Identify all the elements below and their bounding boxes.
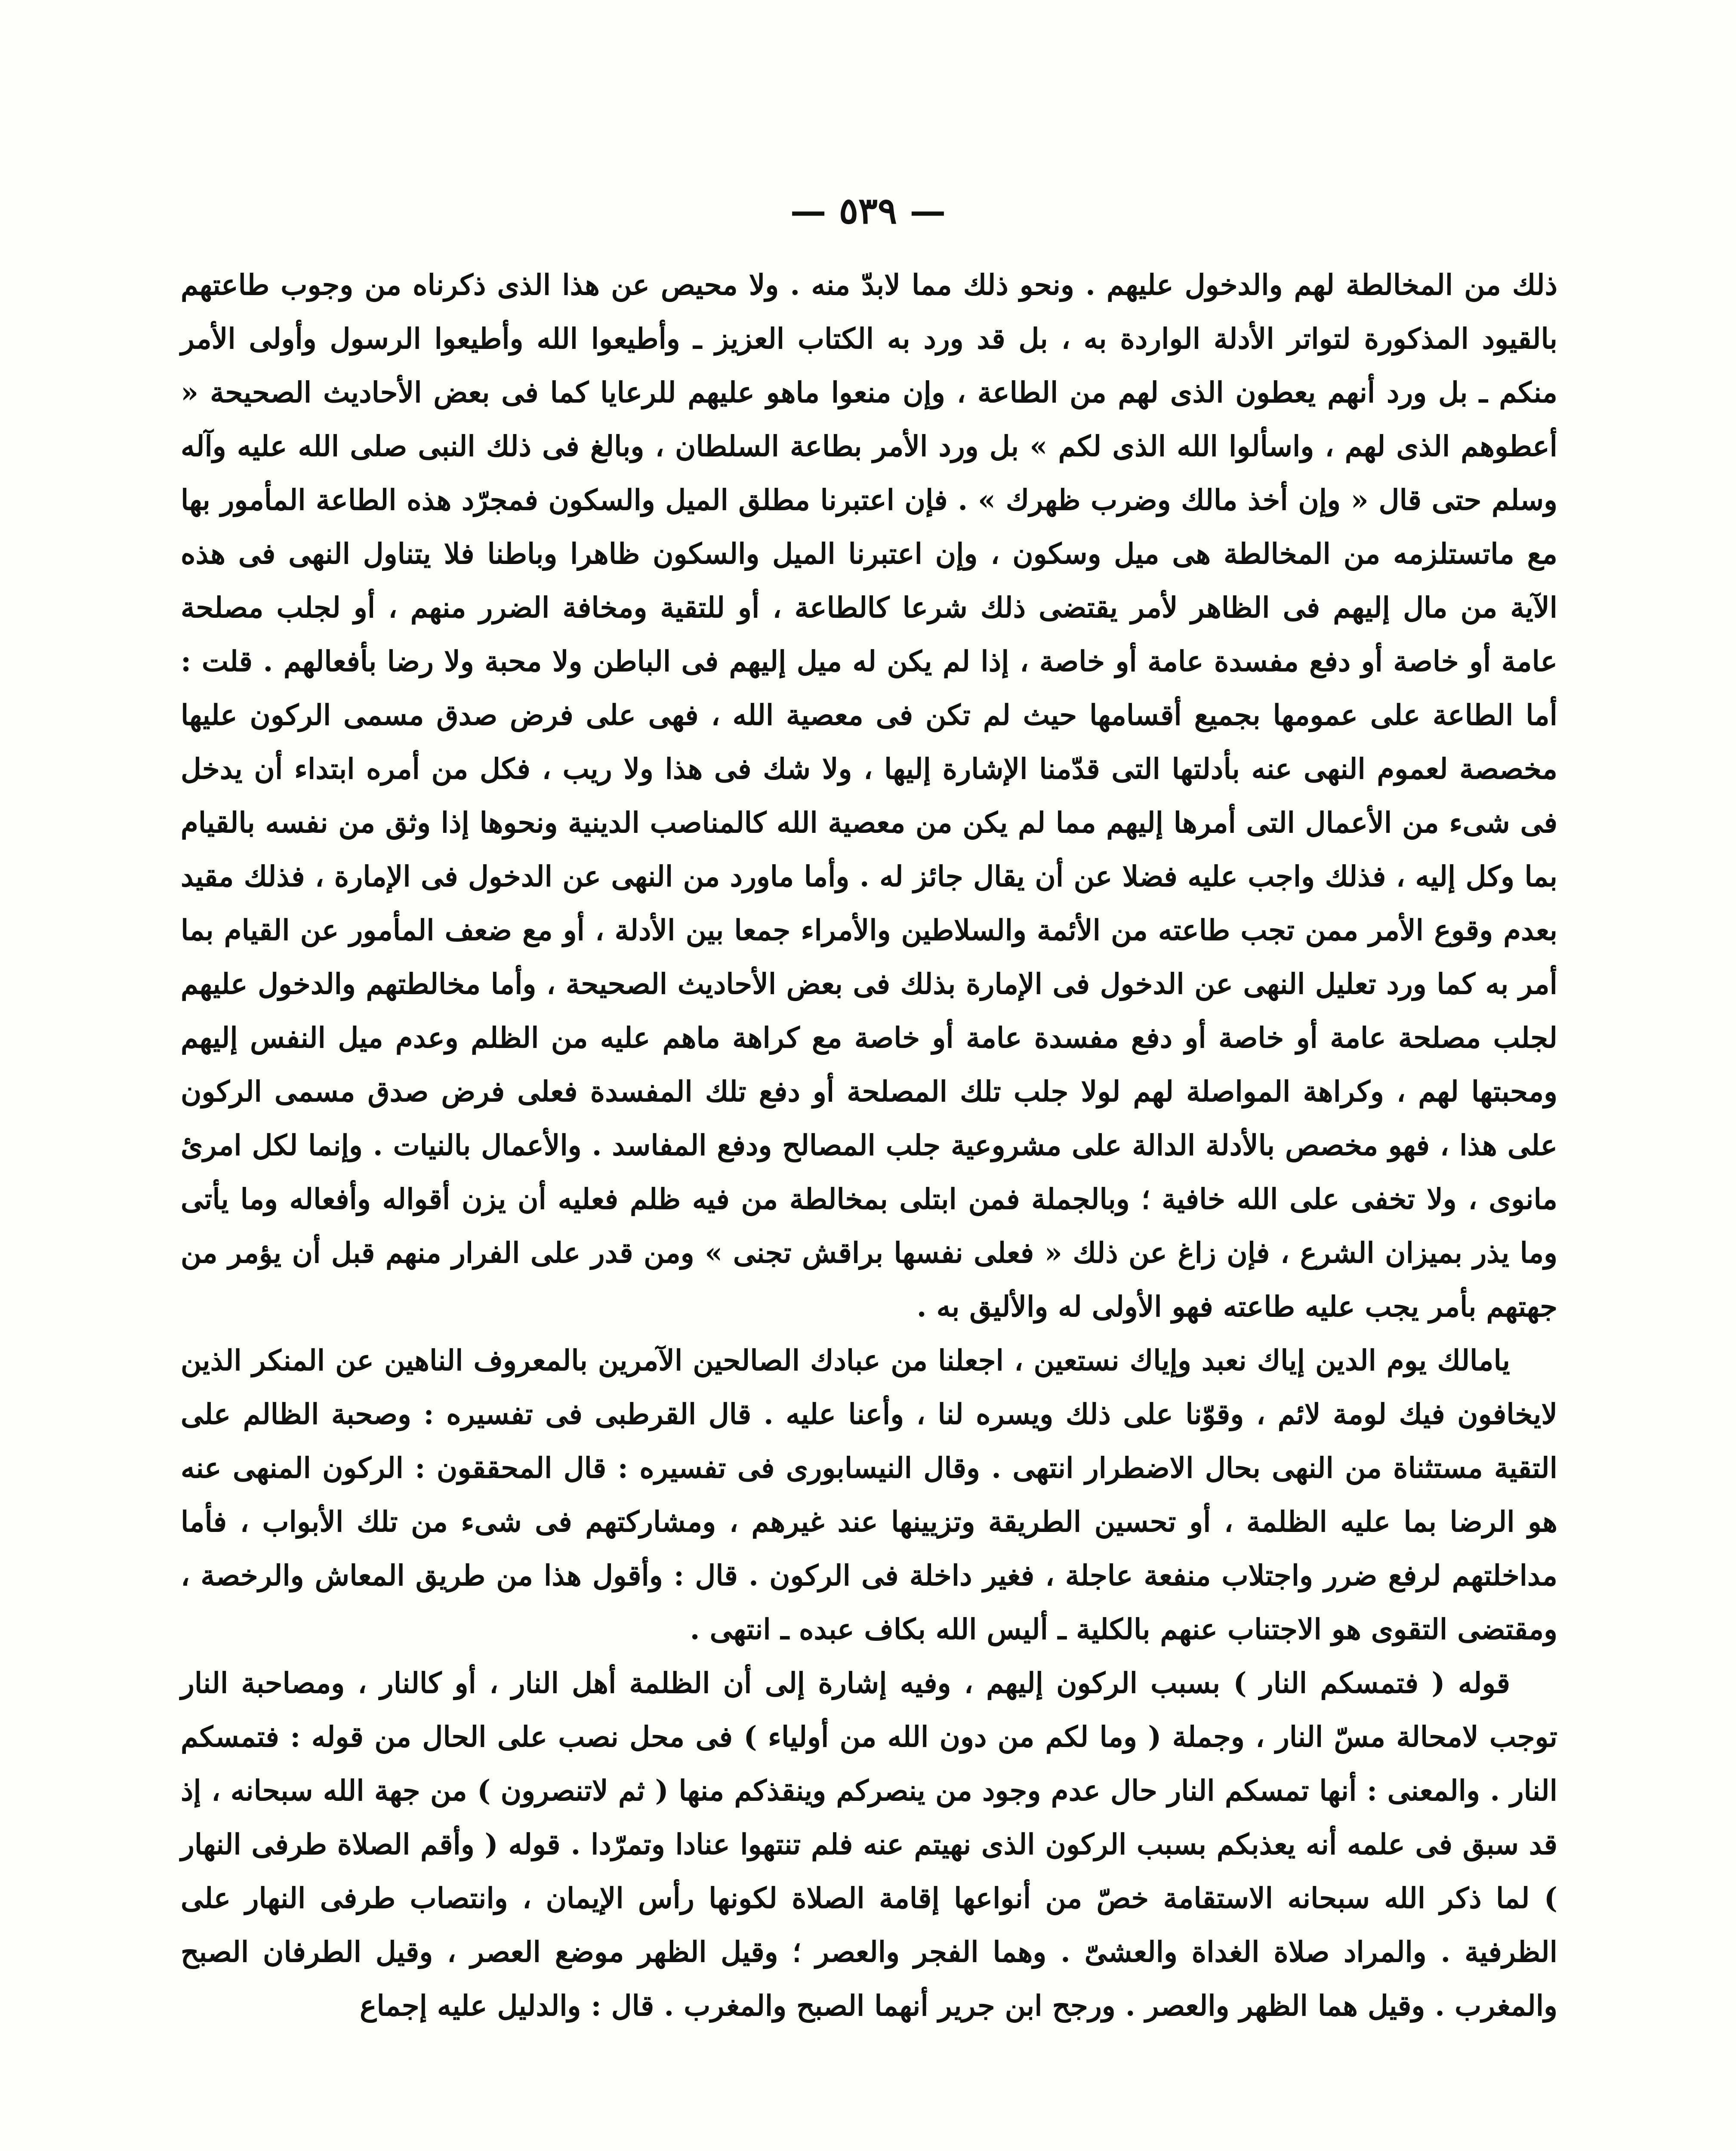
page-body xyxy=(181,258,1557,2033)
page-number: — ٥٣٩ — xyxy=(790,189,946,232)
paragraph-obedience-discussion: ذلك من المخالطة لهم والدخول عليهم . ونحو ذلك مما لابدّ منه . ولا محيص عن هذا الذى ذكرناه من وجوب طاعتهم بالقيود المذكورة لتواتر الأدلة الواردة به ، بل قد ورد به الكتاب العزيز ـ وأطيعوا الله وأطيعوا الرسول وأولى الأمر منكم ـ بل ورد أنهم يعطون الذى لهم من الطاعة ، وإن منعوا ماهو عليهم للرعايا كما فى بعض الأحاديث الصحيحة « أعطوهم الذى لهم ، واسألوا الله الذى لكم » بل ورد الأمر بطاعة السلطان ، وبالغ فى ذلك النبى صلى الله عليه وآله وسلم حتى قال « وإن أخذ مالك وضرب ظهرك » . فإن اعتبرنا مطلق الميل والسكون فمجرّد هذه الطاعة المأمور بها مع ماتستلزمه من المخالطة هى ميل وسكون ، وإن اعتبرنا الميل والسكون ظاهرا وباطنا فلا يتناول النهى فى هذه الآية من مال إليهم فى الظاهر لأمر يقتضى ذلك شرعا كالطاعة ، أو للتقية ومخافة الضرر منهم ، أو لجلب مصلحة عامة أو خاصة أو دفع مفسدة عامة أو خاصة ، إذا لم يكن له ميل إليهم فى الباطن ولا محبة ولا رضا بأفعالهم . قلت : أما الطاعة على عمومها بجميع أقسامها حيث لم تكن فى معصية الله ، فهى على فرض صدق مسمى الركون عليها مخصصة لعموم النهى عنه بأدلتها التى قدّمنا الإشارة إليها ، ولا شك فى هذا ولا ريب ، فكل من أمره ابتداء أن يدخل فى شىء من الأعمال التى أمرها إليهم مما لم يكن من معصية الله كالمناصب الدينية ونحوها إذا وثق من نفسه بالقيام بما وكل إليه ، فذلك واجب عليه فضلا عن أن يقال جائز له . وأما ماورد من النهى عن الدخول فى الإمارة ، فذلك مقيد بعدم وقوع الأمر ممن تجب طاعته من الأئمة والسلاطين والأمراء جمعا بين الأدلة ، أو مع ضعف المأمور عن القيام بما أمر به كما ورد تعليل النهى عن الدخول فى الإمارة بذلك فى بعض الأحاديث الصحيحة ، وأما مخالطتهم والدخول عليهم لجلب مصلحة عامة أو خاصة أو دفع مفسدة عامة أو خاصة مع كراهة ماهم عليه من الظلم وعدم ميل النفس إليهم ومحبتها لهم ، وكراهة المواصلة لهم لولا جلب تلك المصلحة أو دفع تلك المفسدة فعلى فرض صدق مسمى الركون على هذا ، فهو مخصص بالأدلة الدالة على مشروعية جلب المصالح ودفع المفاسد . والأعمال بالنيات . وإنما لكل امرئ مانوى ، ولا تخفى على الله خافية ؛ وبالجملة فمن ابتلى بمخالطة من فيه ظلم فعليه أن يزن أقواله وأفعاله وما يأتى وما يذر بميزان الشرع ، فإن زاغ عن ذلك « فعلى نفسها براقش تجنى » ومن قدر على الفرار منهم قبل أن يؤمر من جهتهم بأمر يجب عليه طاعته فهو الأولى له والأليق به . xyxy=(181,268,1557,1323)
paragraph-supplication-and-commentary: يامالك يوم الدين إياك نعبد وإياك نستعين ، اجعلنا من عبادك الصالحين الآمرين بالمعروف الناهين عن المنكر الذين لايخافون فيك لومة لائم ، وقوّنا على ذلك ويسره لنا ، وأعنا عليه . قال القرطبى فى تفسيره : وصحبة الظالم على التقية مستثناة من النهى بحال الاضطرار انتهى . وقال النيسابورى فى تفسيره : قال المحققون : الركون المنهى عنه هو الرضا بما عليه الظلمة ، أو تحسين الطريقة وتزيينها عند غيرهم ، ومشاركتهم فى شىء من تلك الأبواب ، فأما مداخلتهم لرفع ضرر واجتلاب منفعة عاجلة ، فغير داخلة فى الركون . قال : وأقول هذا من طريق المعاش والرخصة ، ومقتضى التقوى هو الاجتناب عنهم بالكلية ـ أليس الله بكاف عبده ـ انتهى . xyxy=(181,1344,1557,1646)
paragraph-verse-explanation: قوله ( فتمسكم النار ) بسبب الركون إليهم ، وفيه إشارة إلى أن الظلمة أهل النار ، أو كالنار ، ومصاحبة النار توجب لامحالة مسّ النار ، وجملة ( وما لكم من دون الله من أولياء ) فى محل نصب على الحال من قوله : فتمسكم النار . والمعنى : أنها تمسكم النار حال عدم وجود من ينصركم وينقذكم منها ( ثم لاتنصرون ) من جهة الله سبحانه ، إذ قد سبق فى علمه أنه يعذبكم بسبب الركون الذى نهيتم عنه فلم تنتهوا عنادا وتمرّدا . قوله ( وأقم الصلاة طرفى النهار ) لما ذكر الله سبحانه الاستقامة خصّ من أنواعها إقامة الصلاة لكونها رأس الإيمان ، وانتصاب طرفى النهار على الظرفية . والمراد صلاة الغداة والعشىّ . وهما الفجر والعصر ؛ وقيل الظهر موضع العصر ، وقيل الطرفان الصبح والمغرب . وقيل هما الظهر والعصر . ورجح ابن جرير أنهما الصبح والمغرب . قال : والدليل عليه إجماع xyxy=(181,1666,1557,2022)
